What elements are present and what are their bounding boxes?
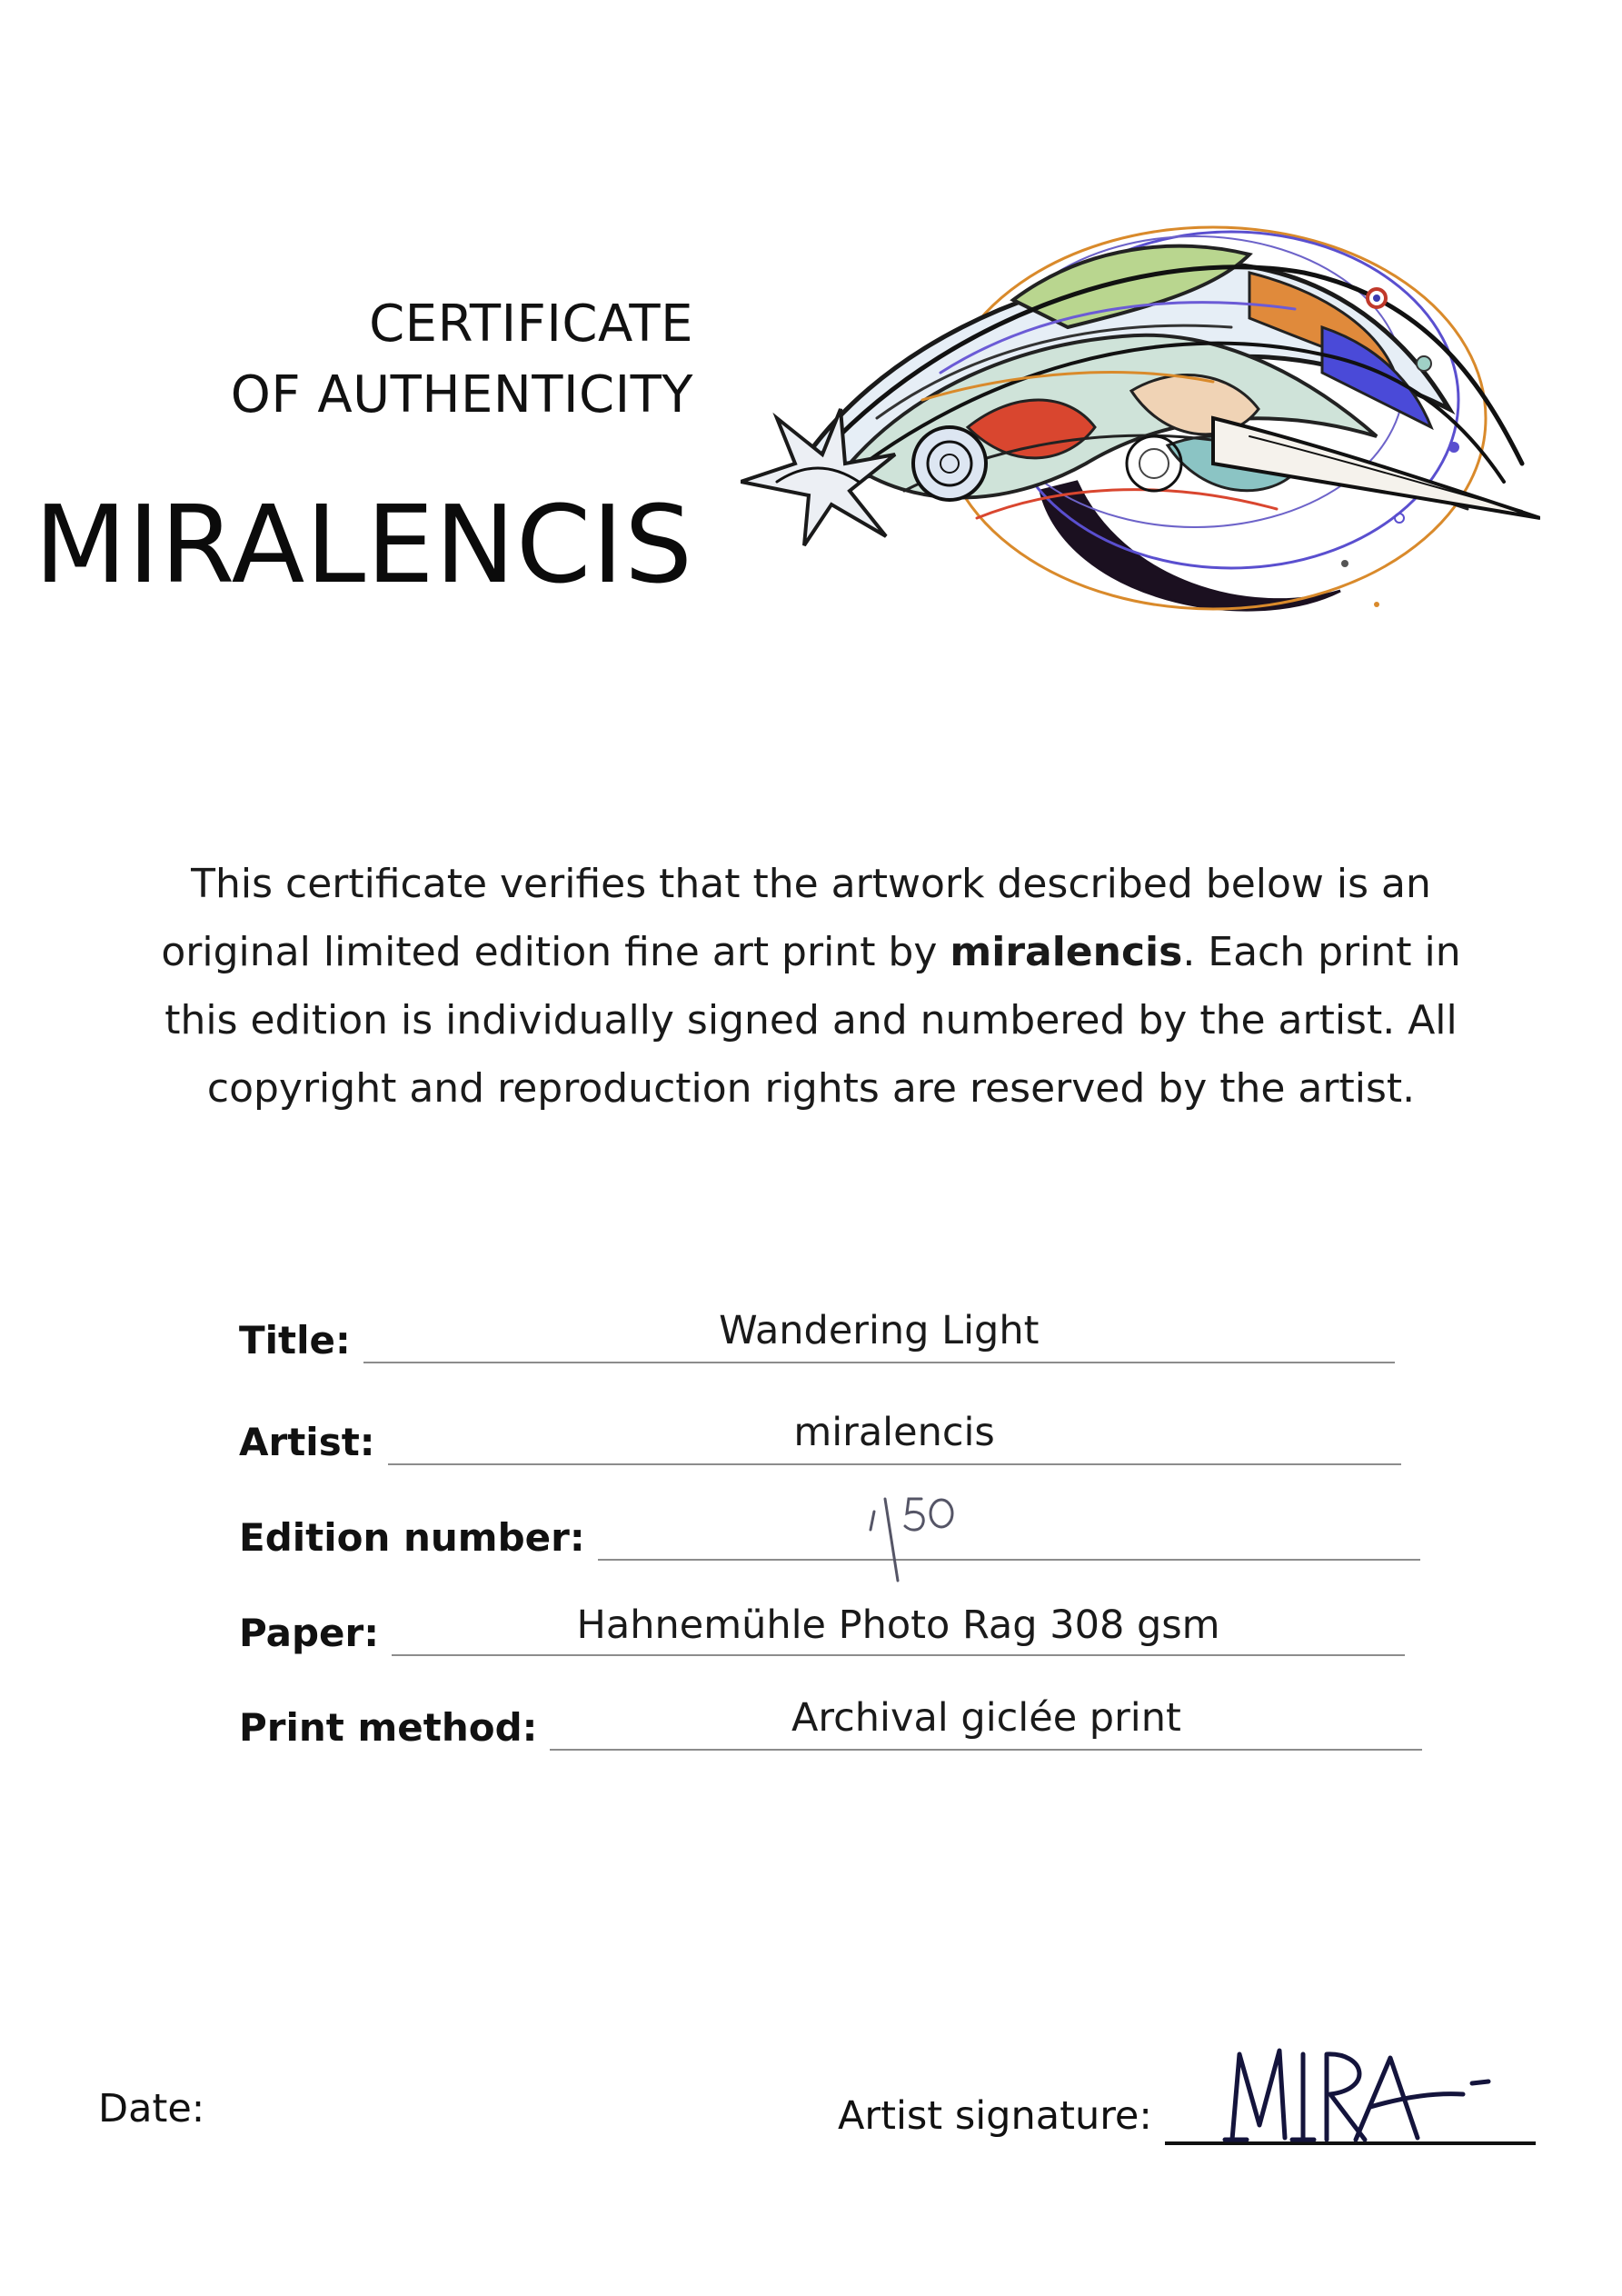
field-artist-line [388,1409,1401,1465]
field-edition-line [598,1504,1420,1561]
handwritten-signature-icon [1219,2038,1492,2156]
field-edition-value [598,1504,599,1505]
statement-part-1: This certificate verifies that the artwork described below is an original limited edition fine art print by [161,861,1431,975]
field-paper-label: Paper: [239,1611,380,1655]
field-title-label: Title: [239,1318,351,1363]
signature-text [1165,2060,1166,2061]
certificate-title-line-2: OF AUTHENTICITY [230,365,693,424]
signature-label: Artist signature: [838,2093,1152,2139]
field-paper-line [392,1600,1405,1656]
abstract-artwork-icon [741,191,1540,627]
field-title-value: Wandering Light [719,1308,1040,1353]
certificate-header [34,289,693,607]
field-print-method-value: Archival giclée print [791,1695,1181,1741]
field-artist [239,1393,1401,1465]
signature-line [1165,2060,1536,2145]
field-artist-value: miralencis [793,1410,995,1455]
field-edition [239,1488,1420,1561]
field-print-method-label: Print method: [239,1705,538,1750]
handwritten-edition-icon [861,1486,970,1586]
field-edition-label: Edition number: [239,1515,585,1560]
date-label: Date: [98,2086,205,2131]
field-artist-label: Artist: [239,1420,375,1464]
signature-block [838,2045,1536,2145]
statement-part-2: . Each print in this edition is individually signed and numbered by the artist. All copyright and reproduction rights are reserved by the artist. [164,929,1461,1112]
certificate-statement [127,850,1495,1123]
field-paper-value: Hahnemühle Photo Rag 308 gsm [576,1602,1220,1648]
field-paper [239,1583,1405,1656]
field-title [239,1291,1395,1363]
field-print-method [239,1678,1422,1751]
field-title-line [363,1307,1395,1363]
statement-artist-bold: miralencis [950,929,1183,975]
brand-name: MIRALENCIS [34,482,693,607]
certificate-title-line-1: CERTIFICATE [369,294,693,354]
field-print-method-line [550,1694,1422,1751]
